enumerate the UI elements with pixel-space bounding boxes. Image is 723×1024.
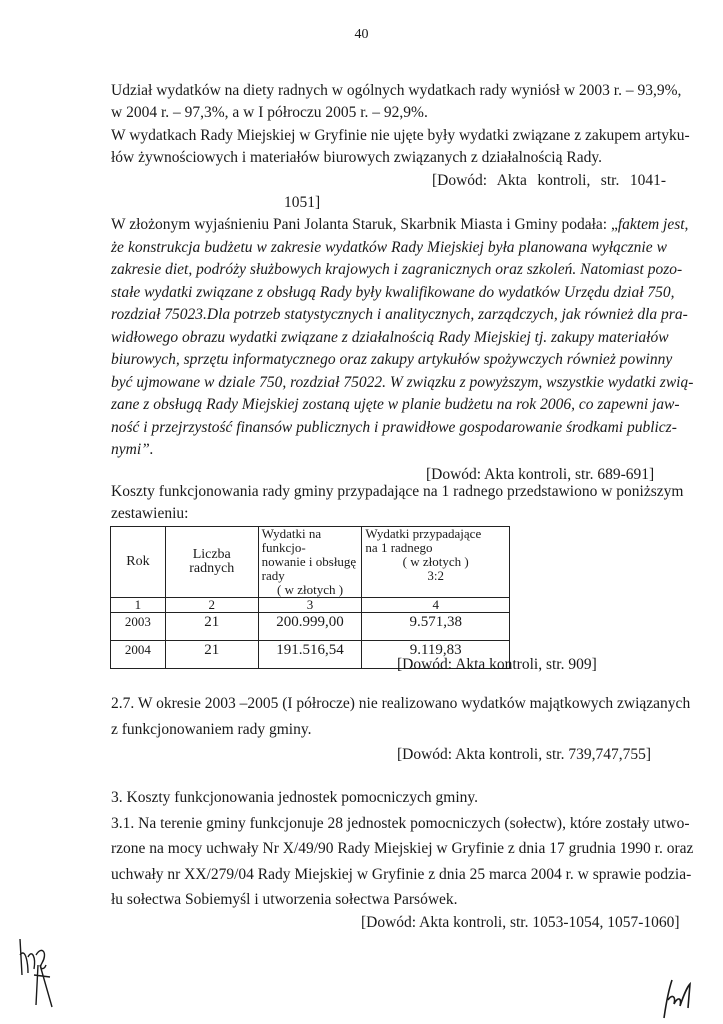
intro-text: W złożonym wyjaśnieniu Pani Jolanta Staruk, Skarbnik Miasta i Gminy podała: „ [111,216,618,233]
index-cell: 4 [362,598,510,613]
handwritten-initials-left [14,935,64,1010]
table-index-row [111,598,510,613]
quote-line: biurowych, sprzętu informatycznego oraz zakupy artykułów spożywczych również powinny [111,351,673,368]
text-line: rzone na mocy uchwały Nr X/49/90 Rady Miejskiej w Gryfinie z dnia 17 grudnia 1990 r. oraz [111,840,694,857]
header-line: Wydatki na funkcjo- [261,526,322,555]
cell-rok: 2004 [111,641,166,669]
text-line: 3.1. Na terenie gminy funkcjonuje 28 jednostek pomocniczych (sołectw), które zostały utwo- [111,815,690,832]
header-line: Wydatki przypadające [365,526,482,541]
text-line: z funkcjonowaniem rady gminy. [111,721,312,738]
text-line: zestawieniu: [111,505,189,522]
evidence-citation: [Dowód: Akta kontroli, str. 739,747,755] [397,746,652,763]
header-line: na 1 radnego [365,540,433,555]
evidence-citation: [Dowód: Akta kontroli, str. 1053-1054, 1057-1060] [361,914,680,931]
header-line: 3:2 [427,568,445,583]
evidence-citation: [Dowód: Akta kontroli, str. 1041- [432,172,666,189]
evidence-citation: [Dowód: Akta kontroli, str. 909] [397,656,597,673]
header-liczba-radnych: Liczba radnych [165,527,258,598]
costs-table [110,526,510,669]
text-line: w 2004 r. – 97,3%, a w I półroczu 2005 r. – 92,9%. [111,104,428,121]
cell-liczba-radnych: 21 [165,613,258,641]
cell-na-radnego: 9.571,38 [362,613,510,641]
cell-na-radnego: 9.119,83 [362,641,510,669]
text-line: Udział wydatków na diety radnych w ogólnych wydatkach rady wyniósł w 2003 r. – 93,9%, [111,82,682,99]
quote-line: być ujmowane w dziale 750, rozdział 75022. W związku z powyższym, wszystkie wydatki zwią- [111,374,694,391]
text-line: Koszty funkcjonowania rady gminy przypadające na 1 radnego przedstawiono w poniższym [111,483,684,500]
handwritten-initials-right [660,978,696,1020]
text-line: łów żywnościowych i materiałów biurowych związanych z działalnością Rady. [111,149,602,166]
table-row [111,613,510,641]
header-line: ( w złotych ) [402,554,469,569]
quote-line: zane z obsługą Rady Miejskiej zostaną ujęte w planie budżetu na rok 2006, co zapewni jaw- [111,396,680,413]
cell-rok: 2003 [111,613,166,641]
evidence-citation: [Dowód: Akta kontroli, str. 689-691] [426,466,655,483]
header-line: rady [261,568,285,583]
header-rok: Rok [111,527,166,598]
index-cell: 3 [258,598,362,613]
text-line: łu sołectwa Sobiemyśl i utworzenia sołectwa Parsówek. [111,891,458,908]
text-line [111,216,689,234]
quote-line: ność i przejrzystość finansów publicznych i prawidłowe gospodarowanie środkami publicz- [111,419,677,436]
text-line: uchwały nr XX/279/04 Rady Miejskiej w Gryfinie z dnia 25 marca 2004 r. w sprawie podzia- [111,866,692,883]
quote-line: zakresie diet, podróży służbowych krajowych i zagranicznych oraz szkoleń. Natomiast pozo- [111,261,683,278]
quote-line: stałe wydatki związane z obsługą Rady były kwalifikowane do wydatków Urzędu dział 750, [111,284,675,301]
section-heading: 3. Koszty funkcjonowania jednostek pomocniczych gminy. [111,789,479,806]
header-line: ( w złotych ) [276,582,344,597]
cell-liczba-radnych: 21 [165,641,258,669]
header-line: nowanie i obsługę [261,554,357,569]
index-cell: 2 [165,598,258,613]
quote-line: nymi”. [111,441,154,458]
page-number: 40 [354,27,369,42]
header-wydatki [258,527,362,598]
quote-line: rozdział 75023.Dla potrzeb statystycznych i analitycznych, zarządczych, jak również dla pra- [111,306,688,323]
table-header-row [111,527,510,598]
text-line: 2.7. W okresie 2003 –2005 (I półrocze) nie realizowano wydatków majątkowych związanych [111,695,691,712]
evidence-citation-continued: 1051] [284,194,321,211]
cell-wydatki: 200.999,00 [258,613,362,641]
quote-start: faktem jest, [617,216,689,233]
text-line: W wydatkach Rady Miejskiej w Gryfinie nie ujęte były wydatki związane z zakupem artyku- [111,127,690,144]
header-na-radnego [362,527,510,598]
index-cell: 1 [111,598,166,613]
quote-line: że konstrukcja budżetu w zakresie wydatków Rady Miejskiej była planowana wyłącznie w [111,239,667,256]
quote-line: widłowego obrazu wydatki związane z działalnością Rady Miejskiej tj. zakupy materiałów [111,329,669,346]
cell-wydatki: 191.516,54 [258,641,362,669]
